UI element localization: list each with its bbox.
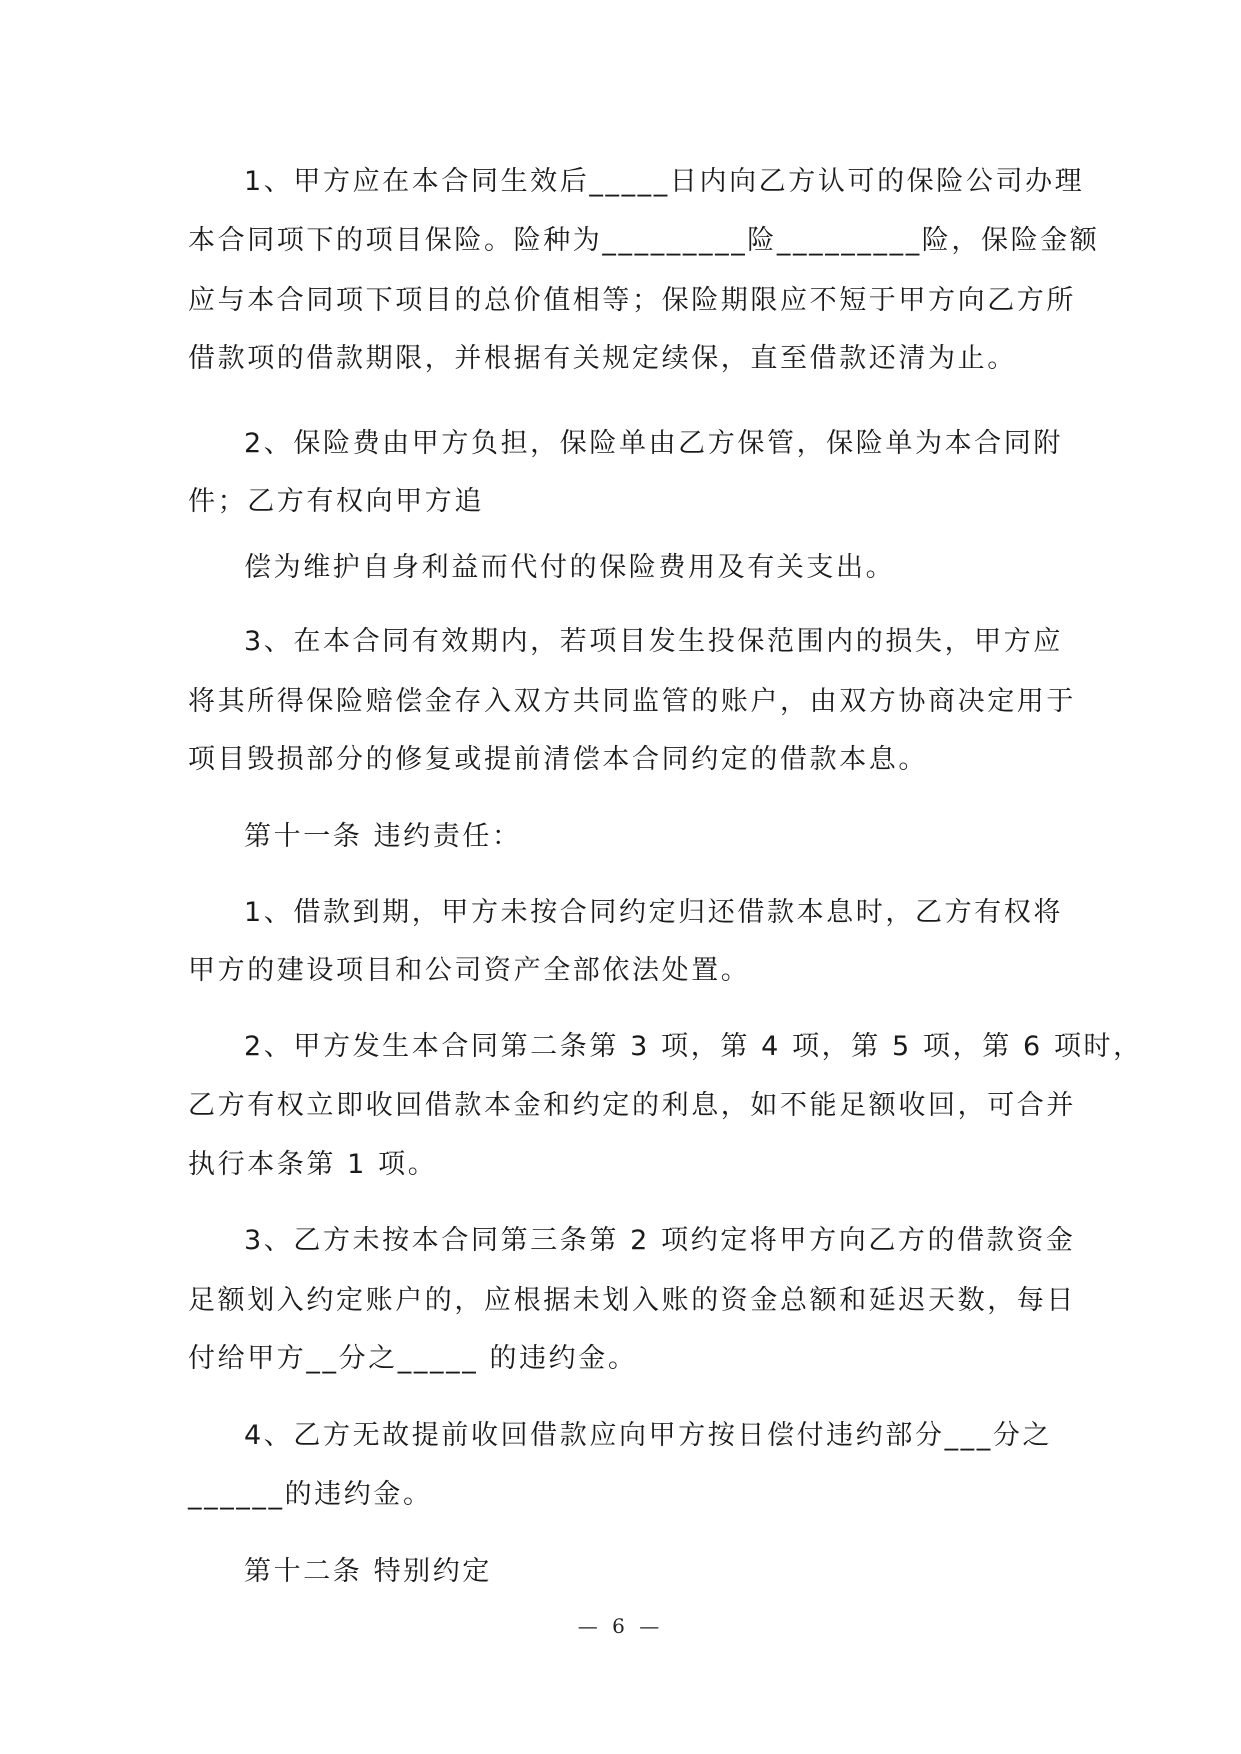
article-heading: 第十二条 特别约定 [244,1556,492,1587]
paragraph-line: 4、乙方无故提前收回借款应向甲方按日偿付违约部分___分之 [244,1420,1053,1451]
paragraph-line: 足额划入约定账户的，应根据未划入账的资金总额和延迟天数，每日 [188,1285,1076,1316]
paragraph-line: 付给甲方__分之_____ 的违约金。 [188,1343,638,1374]
paragraph-line: 借款项的借款期限，并根据有关规定续保，直至借款还清为止。 [188,343,1017,374]
paragraph-line: 偿为维护自身利益而代付的保险费用及有关支出。 [244,552,896,583]
page-number: — 6 — [577,1614,664,1638]
article-heading: 第十一条 违约责任： [244,821,522,852]
paragraph-line: 件；乙方有权向甲方追 [188,486,484,517]
paragraph-line: 将其所得保险赔偿金存入双方共同监管的账户，由双方协商决定用于 [188,686,1076,717]
paragraph-line: 乙方有权立即收回借款本金和约定的利息，如不能足额收回，可合并 [188,1090,1076,1121]
paragraph-line: 项目毁损部分的修复或提前清偿本合同约定的借款本息。 [188,744,928,775]
paragraph-line: 2、保险费由甲方负担，保险单由乙方保管，保险单为本合同附 [244,428,1063,459]
paragraph-line: 2、甲方发生本合同第二条第 3 项，第 4 项，第 5 项，第 6 项时， [244,1031,1143,1062]
paragraph-line: 执行本条第 1 项。 [188,1149,438,1180]
paragraph-line: 甲方的建设项目和公司资产全部依法处置。 [188,955,751,986]
paragraph-line: ______的违约金。 [188,1479,433,1510]
paragraph-line: 1、甲方应在本合同生效后_____日内向乙方认可的保险公司办理 [244,166,1085,197]
paragraph-line: 应与本合同项下项目的总价值相等；保险期限应不短于甲方向乙方所 [188,285,1076,316]
paragraph-line: 1、借款到期，甲方未按合同约定归还借款本息时，乙方有权将 [244,897,1063,928]
paragraph-line: 3、在本合同有效期内，若项目发生投保范围内的损失，甲方应 [244,626,1063,657]
paragraph-line: 3、乙方未按本合同第三条第 2 项约定将甲方向乙方的借款资金 [244,1225,1076,1256]
paragraph-line: 本合同项下的项目保险。险种为_________险_________险，保险金额 [188,225,1100,256]
